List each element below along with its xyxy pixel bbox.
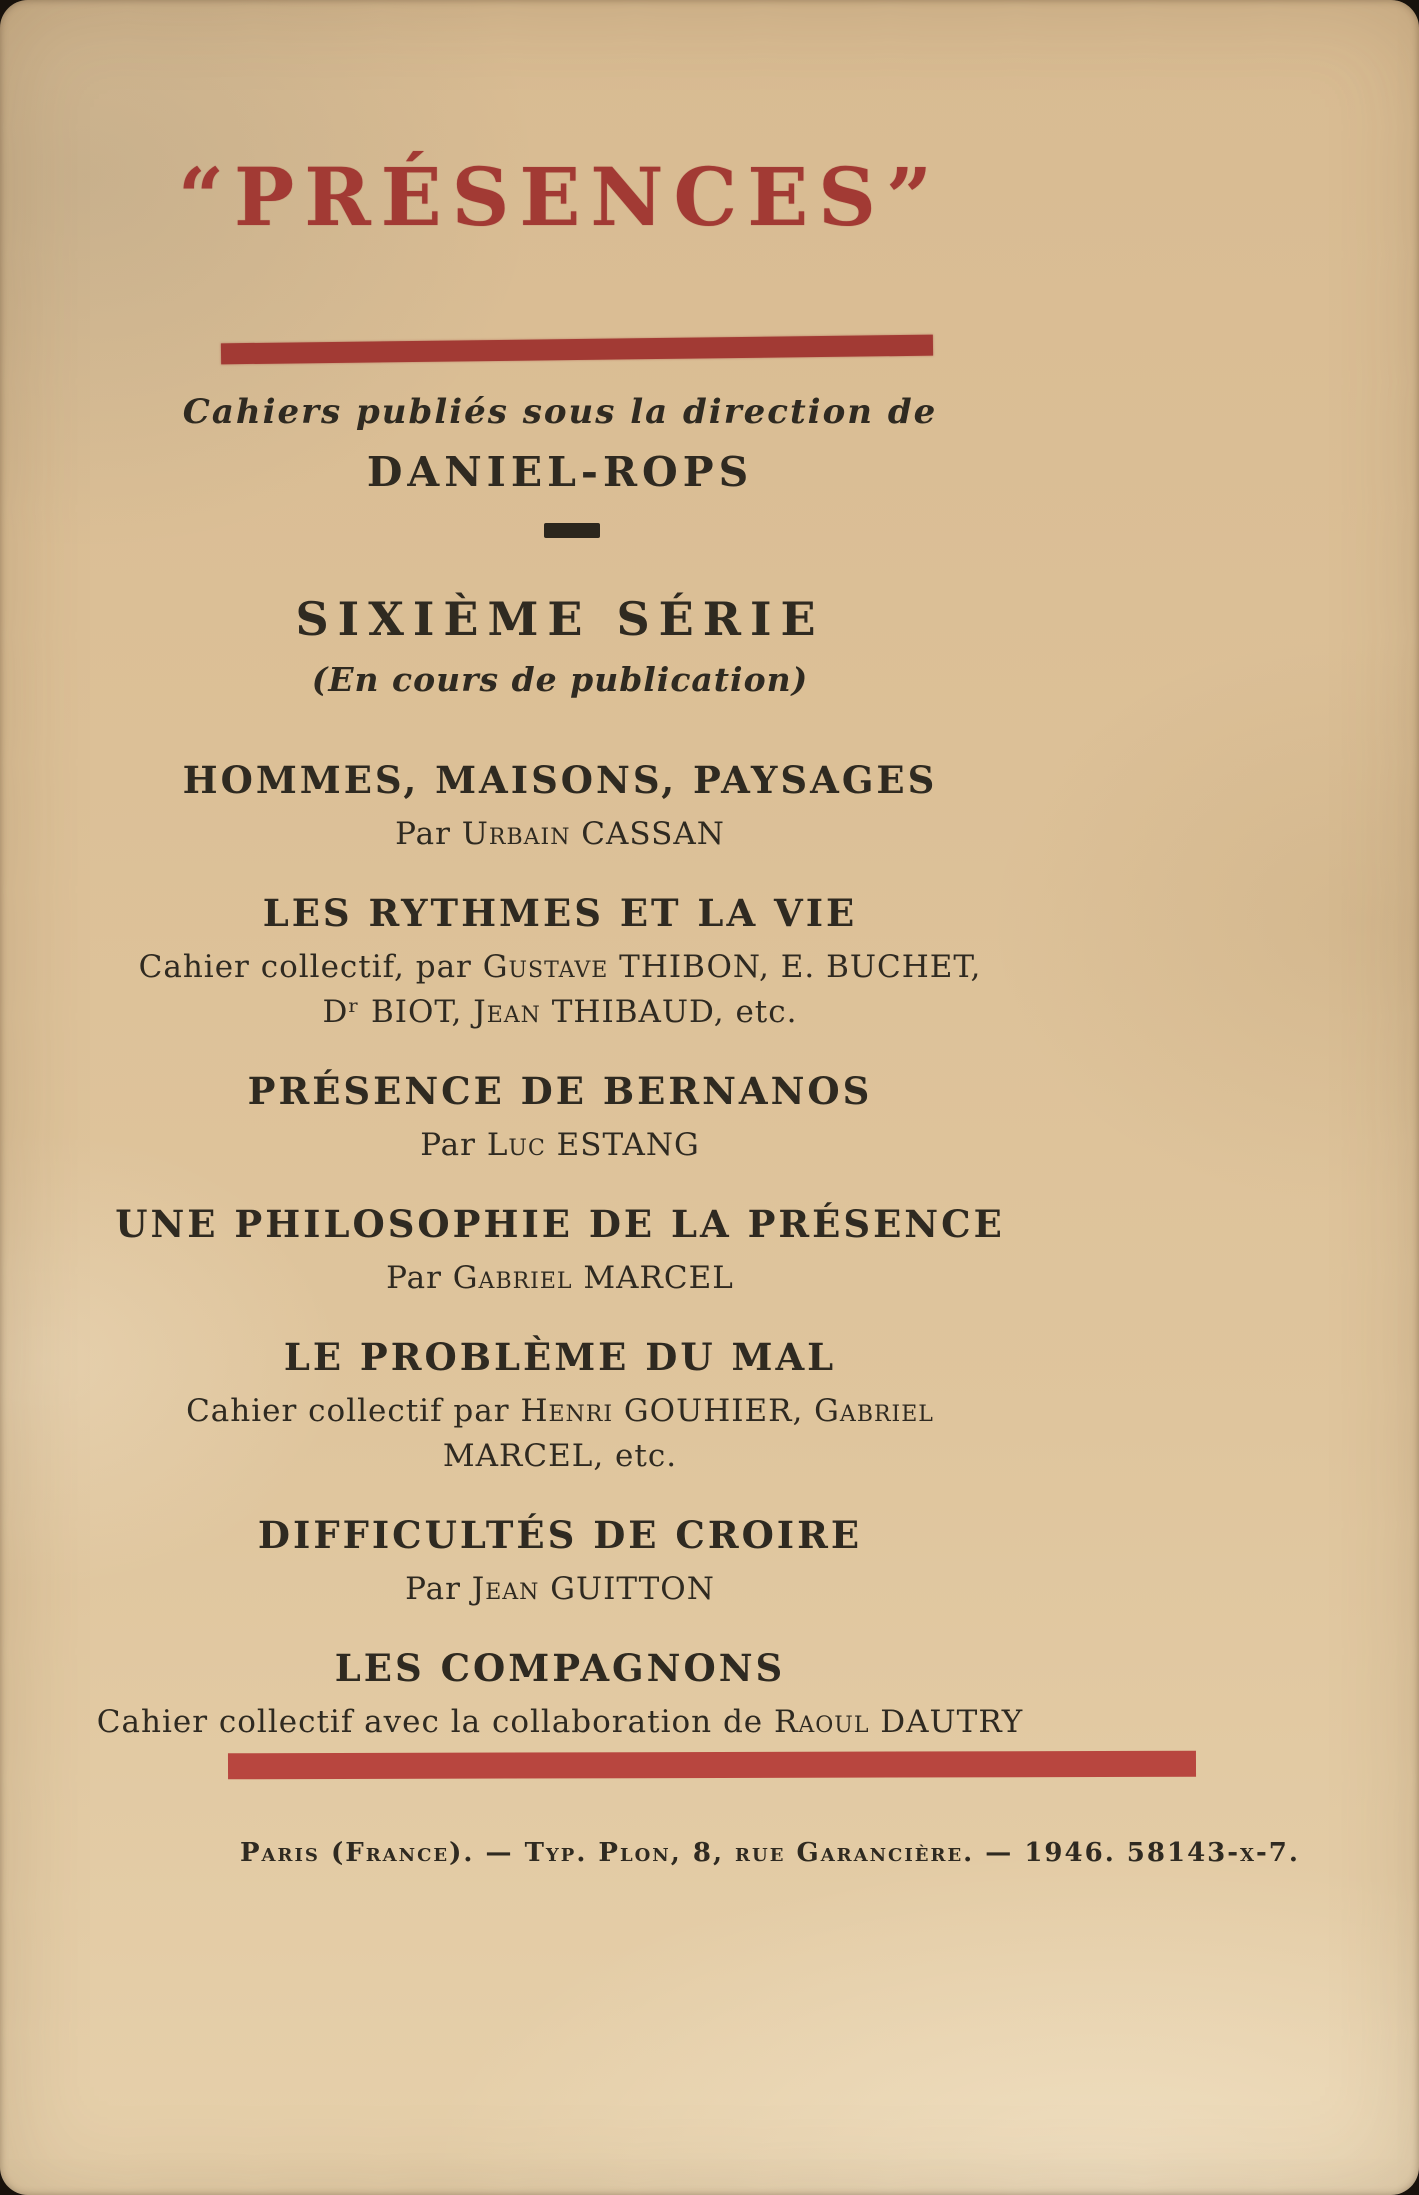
byline-text: GUITTON bbox=[539, 1571, 715, 1607]
work-byline bbox=[0, 1123, 1120, 1168]
work-title: LES COMPAGNONS bbox=[334, 1646, 786, 1690]
byline-text: DAUTRY bbox=[869, 1704, 1024, 1740]
work-item bbox=[0, 1202, 1120, 1301]
byline-text: Par bbox=[420, 1127, 487, 1163]
byline-smallcaps-name: Luc bbox=[486, 1127, 546, 1163]
work-byline bbox=[0, 1256, 1120, 1301]
work-title: LE PROBLÈME DU MAL bbox=[283, 1335, 837, 1379]
byline-smallcaps-name: Gabriel bbox=[452, 1260, 573, 1296]
byline-text: Cahier collectif avec la collaboration de bbox=[96, 1704, 775, 1740]
work-title: HOMMES, MAISONS, PAYSAGES bbox=[182, 758, 938, 802]
work-item bbox=[0, 1335, 1120, 1479]
byline-smallcaps-name: Raoul bbox=[774, 1704, 870, 1740]
work-byline bbox=[0, 812, 1120, 857]
byline-smallcaps-name: Jean bbox=[471, 1571, 540, 1607]
series-title: “PRÉSENCES” bbox=[178, 150, 942, 244]
printer-imprint: Paris (France). — Typ. Plon, 8, rue Garancière. — 1946. 58143-x-7. bbox=[240, 1838, 1300, 1868]
work-item bbox=[0, 1069, 1120, 1168]
byline-text: MARCEL, etc. bbox=[442, 1438, 678, 1474]
series-status-note: (En cours de publication) bbox=[311, 660, 809, 699]
byline-text: ESTANG bbox=[545, 1127, 700, 1163]
byline-text: Par bbox=[395, 816, 462, 852]
section-divider-bar bbox=[544, 523, 600, 538]
byline-text: Par bbox=[386, 1260, 453, 1296]
series-heading: SIXIÈME SÉRIE bbox=[295, 592, 825, 646]
byline-text: THIBAUD, etc. bbox=[540, 994, 798, 1030]
byline-text: Dʳ BIOT, bbox=[322, 994, 474, 1030]
publication-subtitle: Cahiers publiés sous la direction de bbox=[182, 392, 938, 432]
works-list bbox=[0, 758, 1120, 1779]
byline-smallcaps-name: Urbain bbox=[461, 816, 571, 852]
title-underline-rule bbox=[221, 335, 933, 365]
byline-text: Cahier collectif, par bbox=[138, 949, 483, 985]
work-byline bbox=[0, 990, 1120, 1035]
work-title: PRÉSENCE DE BERNANOS bbox=[247, 1069, 873, 1113]
byline-text: Cahier collectif par bbox=[186, 1393, 521, 1429]
work-item bbox=[0, 1646, 1120, 1745]
byline-text: Par bbox=[405, 1571, 472, 1607]
byline-text: CASSAN bbox=[570, 816, 725, 852]
byline-smallcaps-name: Henri bbox=[520, 1393, 614, 1429]
work-byline bbox=[0, 1700, 1120, 1745]
director-name: DANIEL-ROPS bbox=[366, 448, 754, 496]
work-title: DIFFICULTÉS DE CROIRE bbox=[257, 1513, 863, 1557]
work-title: LES RYTHMES ET LA VIE bbox=[262, 891, 858, 935]
byline-text: GOUHIER, bbox=[613, 1393, 815, 1429]
work-byline bbox=[0, 1389, 1120, 1434]
work-item bbox=[0, 1513, 1120, 1612]
byline-text: MARCEL bbox=[572, 1260, 734, 1296]
work-title: UNE PHILOSOPHIE DE LA PRÉSENCE bbox=[115, 1202, 1005, 1246]
footer-red-rule bbox=[228, 1751, 1196, 1780]
work-item bbox=[0, 891, 1120, 1035]
work-item bbox=[0, 758, 1120, 857]
work-byline bbox=[0, 945, 1120, 990]
work-byline bbox=[0, 1434, 1120, 1479]
work-byline bbox=[0, 1567, 1120, 1612]
byline-text: THIBON, E. BUCHET, bbox=[608, 949, 982, 985]
byline-smallcaps-name: Jean bbox=[473, 994, 541, 1030]
byline-smallcaps-name: Gabriel bbox=[814, 1393, 934, 1429]
byline-smallcaps-name: Gustave bbox=[482, 949, 609, 985]
